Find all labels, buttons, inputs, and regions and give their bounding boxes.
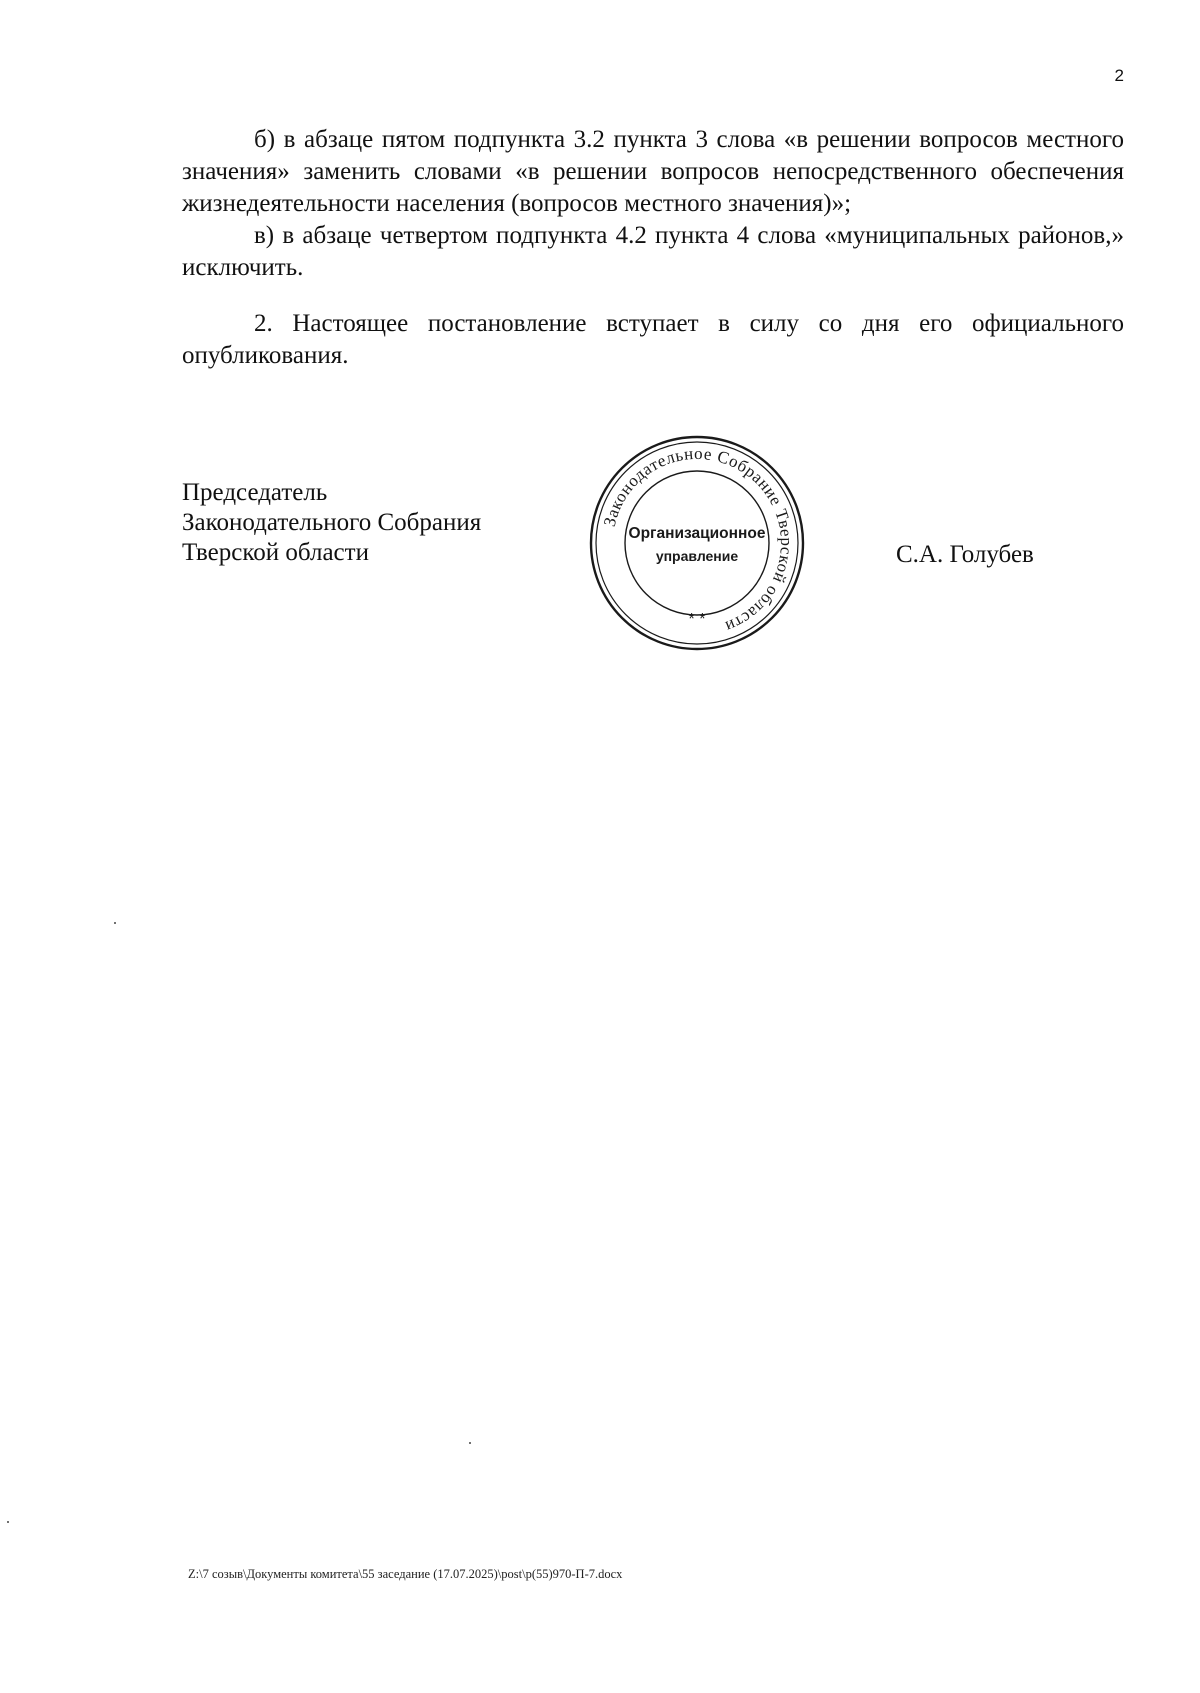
seal-center-text bbox=[617, 523, 777, 567]
signatory-name: С.А. Голубев bbox=[896, 541, 1034, 568]
footer-file-path: Z:\7 созыв\Документы комитета\55 заседание (17.07.2025)\post\p(55)970-П-7.docx bbox=[188, 1567, 623, 1581]
document-body bbox=[182, 124, 1124, 372]
seal-ring-textpath: Законодательное Собрание Тверской области bbox=[599, 443, 797, 637]
seal-center-line: Организационное bbox=[628, 525, 766, 542]
paragraph-2: 2. Настоящее постановление вступает в силу со дня его официального опубликования. bbox=[182, 310, 1124, 369]
page-number: 2 bbox=[1114, 66, 1124, 85]
official-seal bbox=[586, 432, 808, 654]
seal-stars: * * bbox=[688, 611, 706, 628]
signatory-title-line: Председатель bbox=[182, 479, 328, 506]
scan-speck bbox=[469, 1442, 471, 1444]
seal-center-line: управление bbox=[655, 548, 739, 564]
scan-speck bbox=[7, 1521, 9, 1523]
paragraph-b: б) в абзаце пятом подпункта 3.2 пункта 3 слова «в решении вопросов местного значения» заменить словами «в решении вопросов непосредственного обеспечения жизнедеятельности населения (вопросов местного значения)»; bbox=[182, 126, 1124, 217]
paragraph-v: в) в абзаце четвертом подпункта 4.2 пункта 4 слова «муниципальных районов,» исключить. bbox=[182, 222, 1124, 281]
signatory-title-line: Тверской области bbox=[182, 539, 369, 566]
signatory-title-line: Законодательного Собрания bbox=[182, 509, 482, 536]
signatory-title bbox=[182, 478, 481, 568]
scan-speck bbox=[114, 922, 116, 924]
